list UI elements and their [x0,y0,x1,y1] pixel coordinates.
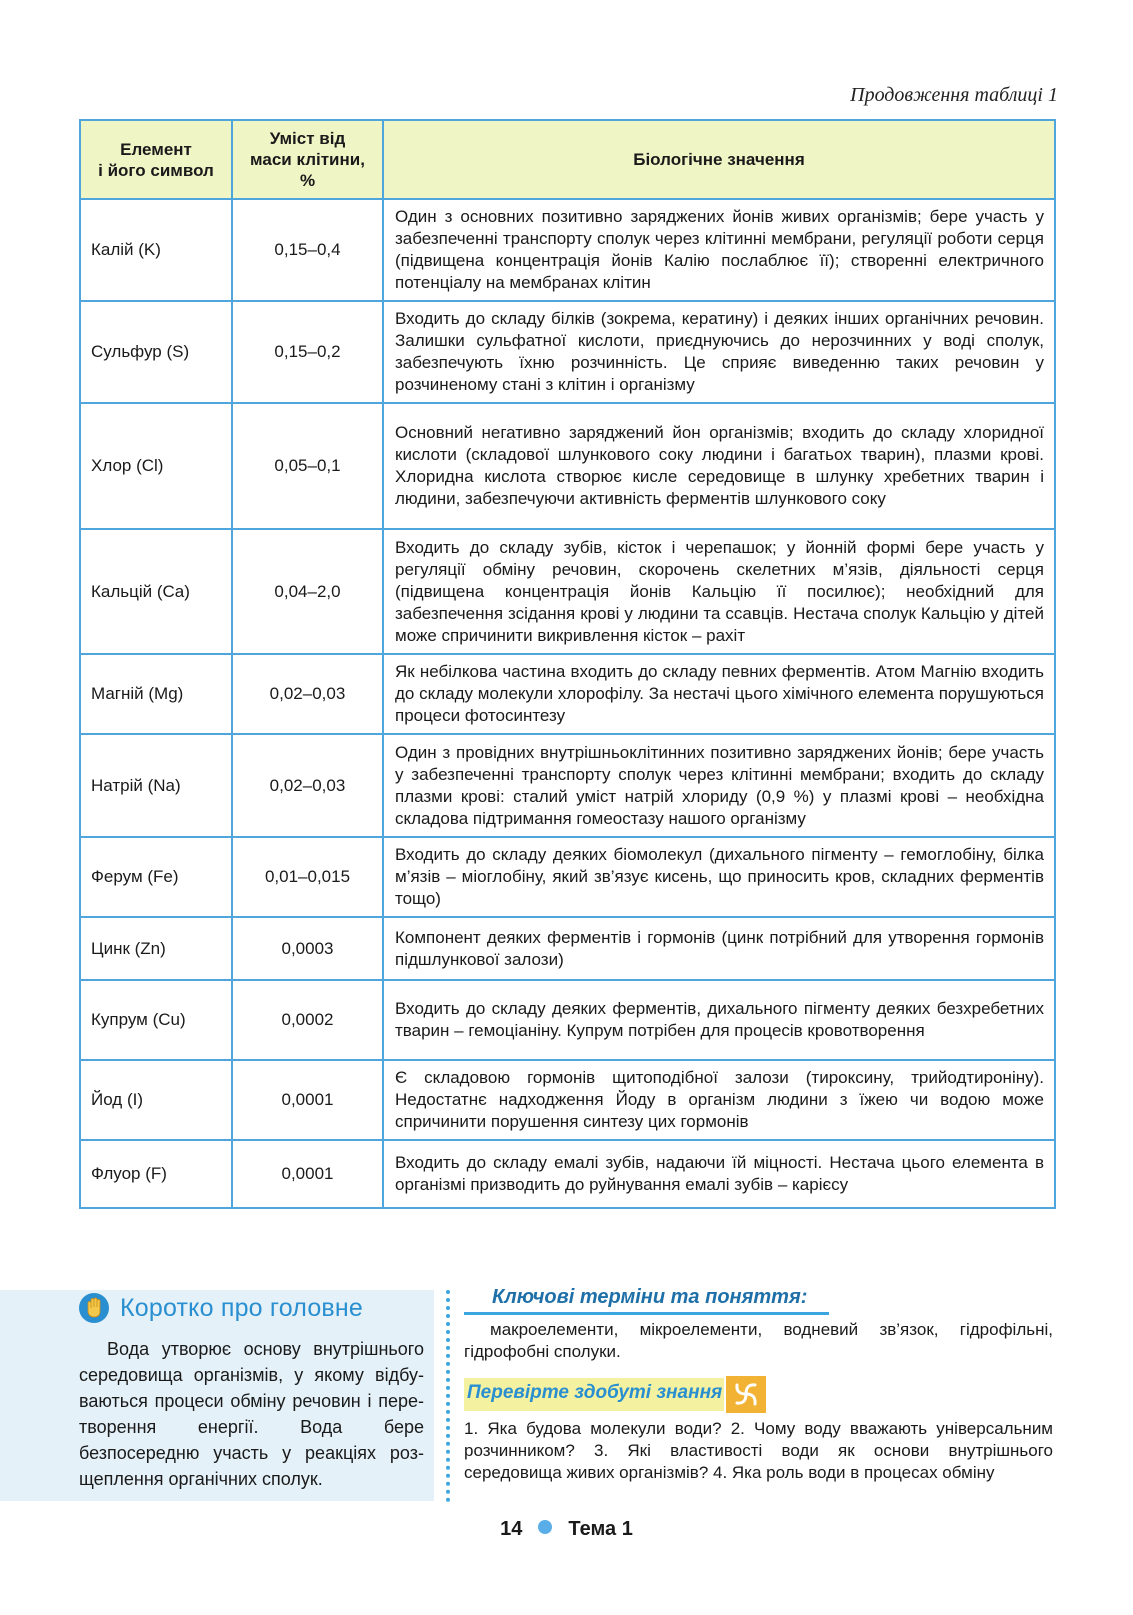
header-element-line-2: і його символ [98,160,214,180]
table-row [80,403,1055,529]
content-cell: 0,02–0,03 [232,734,383,837]
element-cell: Хлор (Cl) [80,403,232,529]
content-cell: 0,15–0,2 [232,301,383,403]
summary-text: Вода утворює основу внутрішнього середовища організмів, у якому відбуваються процеси обміну речовин і перетворення енергії. Вода бере безпосередню участь у реакціях розщеплення органічних сполук. [79,1339,424,1489]
table-continuation-label: Продовження таблиці 1 [850,84,1058,106]
meaning-cell: Входить до складу емалі зубів, надаючи їй міцності. Нестача цього елемента в організмі призводить до руйнування емалі зубів – карієсу [383,1140,1055,1208]
meaning-cell: Входить до складу деяких біомолекул (дихального пігменту – гемоглобіну, білка м’язів – міоглобіну, який зв’язує кисень, що приносить кров, складних ферментів тощо) [383,837,1055,917]
content-cell: 0,0001 [232,1140,383,1208]
content-cell: 0,0002 [232,980,383,1060]
header-meaning: Біологічне значення [383,120,1055,199]
meaning-cell: Компонент деяких ферментів і гормонів (цинк потрібний для утворення гормонів підшлункової залози) [383,917,1055,980]
spiral-icon [726,1376,766,1413]
topic-label: Тема 1 [568,1518,633,1540]
content-cell: 0,04–2,0 [232,529,383,654]
element-cell: Флуор (F) [80,1140,232,1208]
element-cell: Кальцій (Ca) [80,529,232,654]
element-cell: Калій (K) [80,199,232,301]
meaning-cell: Як небілкова частина входить до складу певних ферментів. Атом Магнію входить до складу молекули хлорофілу. За нестачі цього хімічного елемента порушуються процеси фотосинтезу [383,654,1055,734]
key-terms-title: Ключові терміни та поняття: [492,1286,808,1308]
content-cell: 0,01–0,015 [232,837,383,917]
element-cell: Купрум (Cu) [80,980,232,1060]
element-cell: Йод (I) [80,1060,232,1140]
meaning-cell: Є складовою гормонів щитоподібної залози (тироксину, трийодтироніну). Недостатнє надходження Йоду в організм людини з їжею чи водою може спричинити порушення синтезу цих гормонів [383,1060,1055,1140]
page-footer [0,1518,1133,1541]
table-row [80,301,1055,403]
element-cell: Натрій (Na) [80,734,232,837]
header-element-line-1: Елемент [120,139,192,159]
table-row [80,837,1055,917]
meaning-cell: Входить до складу деяких ферментів, дихального пігменту деяких безхребетних тварин – гемоціаніну. Купрум потрібен для процесів кровотворення [383,980,1055,1060]
meaning-cell: Один з провідних внутрішньоклітинних позитивно заряджених йонів; бере участь у забезпеченні транспорту сполук через клітинні мембрани; входить до складу плазми крові: сталий уміст натрій хлориду (0,9 %) у плазмі крові – необхідна складова підтримання гомеостазу нашого організму [383,734,1055,837]
table-row [80,654,1055,734]
table-header-row [80,120,1055,199]
check-knowledge-title: Перевірте здобуті знання [467,1382,723,1403]
meaning-cell: Основний негативно заряджений йон організмів; входить до складу хлоридної кислоти (складової шлункового соку людини і багатьох тварин), плазми крові. Хлоридна кислота створює кисле середовище в шлунку хребетних тварин і людини, забезпечуючи активність ферментів шлункового соку [383,403,1055,529]
element-cell: Магній (Mg) [80,654,232,734]
content-cell: 0,0003 [232,917,383,980]
meaning-cell: Один з основних позитивно заряджених йонів живих організмів; бере участь у забезпеченні транспорту сполук через клітинні мембрани, регуляції роботи серця (підвищена концентрація йонів Калію послаблює її); створенні електричного потенціалу на мембранах клітин [383,199,1055,301]
column-divider [446,1290,450,1502]
element-cell: Ферум (Fe) [80,837,232,917]
table-row [80,1060,1055,1140]
elements-table [79,119,1056,1209]
bullet-dot-icon [538,1520,552,1534]
table-row [80,1140,1055,1208]
check-knowledge-questions: 1. Яка будова молекули води? 2. Чому воду вважають універсальним розчинником? 3. Які властивості води як основи внутрішнього середовища живих організмів? 4. Яка роль води в процесах обміну [464,1419,1053,1482]
meaning-cell: Входить до складу зубів, кісток і черепашок; у йонній формі бере участь у регуляції обміну речовин, скорочень скелетних м’язів, діяльності серця (підвищена концентрація йонів Кальцію її посилює); необхідний для забезпечення зсідання крові у людини та ссавців. Нестача сполук Кальцію у дітей може спричинити викривлення кісток – рахіт [383,529,1055,654]
header-content-line-1: Уміст від [269,129,346,148]
content-cell: 0,02–0,03 [232,654,383,734]
table-row [80,917,1055,980]
content-cell: 0,15–0,4 [232,199,383,301]
header-content-line-3: % [299,171,316,190]
table-row [80,199,1055,301]
header-content [232,120,383,199]
summary-title: Коротко про головне [120,1294,364,1322]
table-row [80,529,1055,654]
element-cell: Цинк (Zn) [80,917,232,980]
header-content-line-2: маси клітини, [250,150,365,169]
content-cell: 0,0001 [232,1060,383,1140]
table-row [80,734,1055,837]
page-number: 14 [500,1518,523,1540]
key-terms-text: макроелементи, мікроелементи, водневий зв’язок, гідрофільні, гідрофобні сполуки. [464,1320,1053,1361]
table-row [80,980,1055,1060]
hand-icon [78,1292,110,1324]
meaning-cell: Входить до складу білків (зокрема, кератину) і деяких інших органічних речовин. Залишки сульфатної кислоти, приєднуючись до нерозчинних у воді сполук, забезпечують їхню розчинність. Це сприяє виведенню таких речовин у розчиненому стані з клітин і організму [383,301,1055,403]
key-terms-underline [464,1312,829,1315]
header-element [80,120,232,199]
content-cell: 0,05–0,1 [232,403,383,529]
element-cell: Сульфур (S) [80,301,232,403]
